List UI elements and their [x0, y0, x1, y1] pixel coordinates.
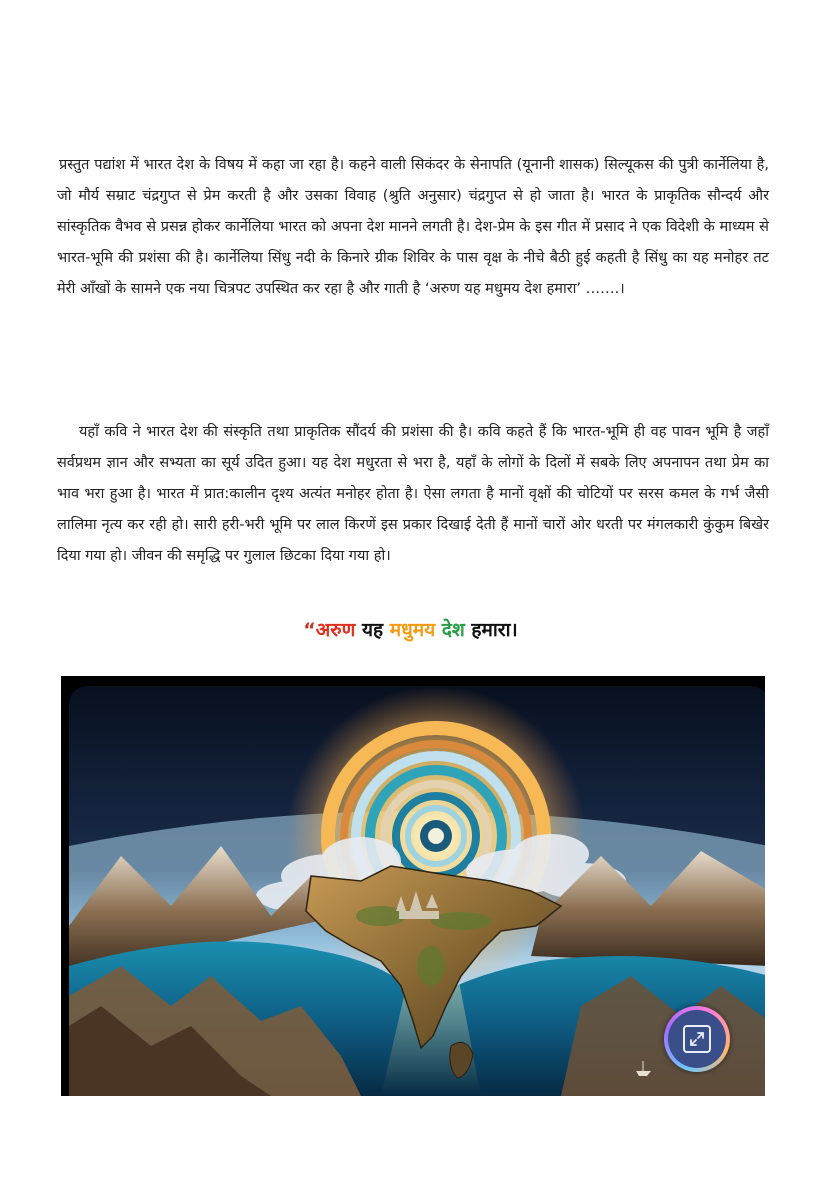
headline-word-desh: देश: [435, 619, 465, 641]
poem-headline: [0, 616, 821, 642]
headline-word-arun: अरुण: [315, 619, 356, 641]
expand-icon: [683, 1025, 711, 1053]
headline-open-quote: “: [303, 619, 316, 641]
headline-word-hamara: हमारा।: [464, 619, 518, 641]
headline-word-yah: यह: [355, 619, 390, 641]
headline-word-madhumay: मधुमय: [389, 619, 436, 641]
expand-image-button[interactable]: [664, 1006, 730, 1072]
expand-button-inner: [668, 1010, 726, 1068]
india-illustration: [61, 676, 765, 1096]
paragraph-explanation: यहाँ कवि ने भारत देश की संस्कृति तथा प्राकृतिक सौंदर्य की प्रशंसा की है। कवि कहते हैं कि भारत-भूमि ही वह पावन भूमि है जहाँ सर्वप्रथम ज्ञान और सभ्यता का सूर्य उदित हुआ। यह देश मधुरता से भरा है, यहाँ के लोगों के दिलों में सबके लिए अपनापन तथा प्रेम का भाव भरा हुआ है। भारत में प्रात:कालीन दृश्य अत्यंत मनोहर होता है। ऐसा लगता है मानों वृक्षों की चोटियों पर सरस कमल के गर्भ जैसी लालिमा नृत्य कर रही हो। सारी हरी-भरी भूमि पर लाल किरणें इस प्रकार दिखाई देती हैं मानों चारों ओर धरती पर मंगलकारी कुंकुम बिखेर दिया गया हो। जीवन की समृद्धि पर गुलाल छिटका दिया गया हो।: [57, 424, 769, 564]
paragraph-intro: प्रस्तुत पद्यांश में भारत देश के विषय में कहा जा रहा है। कहने वाली सिकंदर के सेनापति (यूनानी शासक) सिल्यूकस की पुत्री कार्नेलिया है, जो मौर्य सम्राट चंद्रगुप्त से प्रेम करती है और उसका विवाह (श्रुति अनुसार) चंद्रगुप्त से हो जाता है। भारत के प्राकृतिक सौन्दर्य और सांस्कृतिक वैभव से प्रसन्न होकर कार्नेलिया भारत को अपना देश मानने लगती है। देश-प्रेम के इस गीत में प्रसाद ने एक विदेशी के माध्यम से भारत-भूमि की प्रशंसा की है। कार्नेलिया सिंधु नदी के किनारे ग्रीक शिविर के पास वृक्ष के नीचे बैठी हुई कहती है सिंधु का यह मनोहर तट मेरी आँखों के सामने एक नया चित्रपट उपस्थित कर रहा है और गाती है ‘अरुण यह मधुमय देश हमारा’ …….।: [57, 157, 769, 297]
india-illustration-art: [61, 676, 765, 1096]
